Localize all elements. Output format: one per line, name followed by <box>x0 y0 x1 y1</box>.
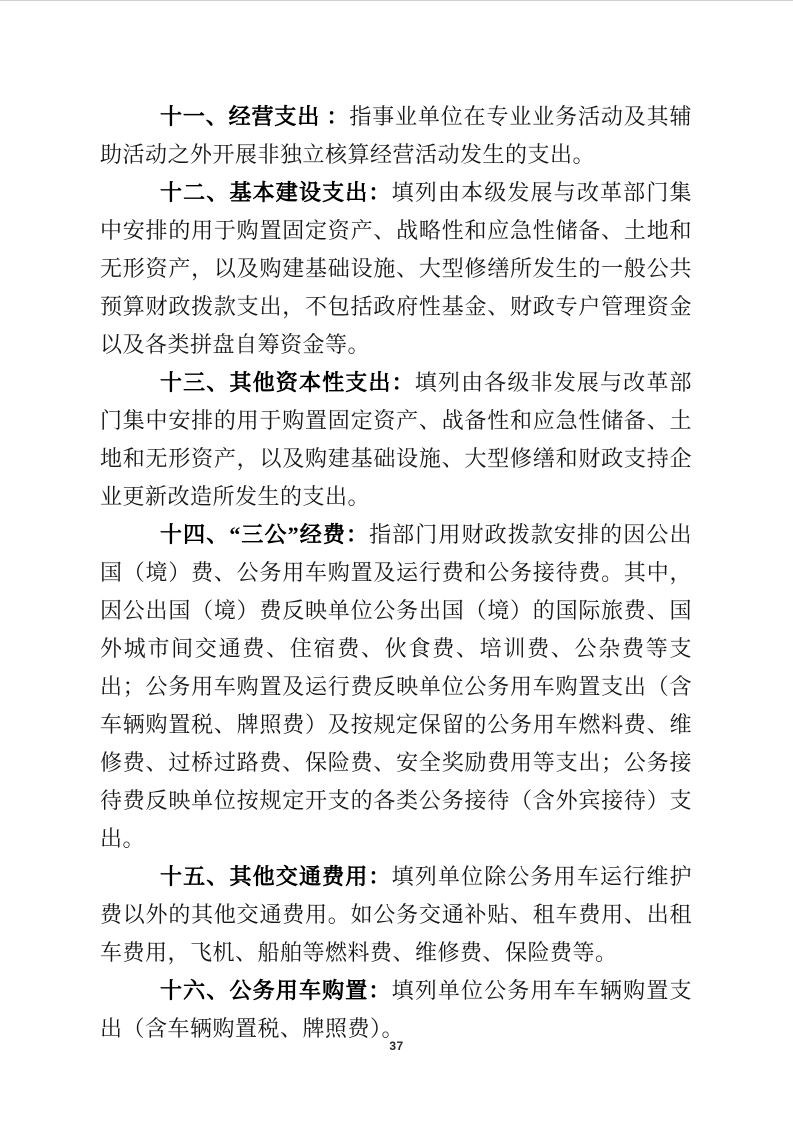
term-heading: 十二、基本建设支出： <box>160 180 392 205</box>
term-definition: 指事业单位在专业业务活动及其辅助活动之外开展非独立核算经营活动发生的支出。 <box>100 104 692 167</box>
definition-paragraph <box>100 174 692 364</box>
term-heading: 十五、其他交通费用： <box>160 864 392 889</box>
term-definition: 填列单位除公务用车运行维护费以外的其他交通费用。如公务交通补贴、租车费用、出租车费用，飞机、船舶等燃料费、维修费、保险费等。 <box>100 864 692 965</box>
term-heading: 十四、“三公”经费： <box>160 522 370 547</box>
term-heading: 十一、经营支出 ： <box>160 104 350 129</box>
term-definition: 填列由各级非发展与改革部门集中安排的用于购置固定资产、战备性和应急性储备、土地和无形资产，以及购建基础设施、大型修缮和财政支持企业更新改造所发生的支出。 <box>100 370 692 509</box>
term-heading: 十六、公务用车购置： <box>160 978 392 1003</box>
document-page <box>0 1 793 1123</box>
term-definition: 填列由本级发展与改革部门集中安排的用于购置固定资产、战略性和应急性储备、土地和无形资产，以及购建基础设施、大型修缮所发生的一般公共预算财政拨款支出，不包括政府性基金、财政专户管理资金以及各类拼盘自筹资金等。 <box>100 180 692 357</box>
definition-paragraph <box>100 858 692 972</box>
term-heading: 十三、其他资本性支出： <box>160 370 415 395</box>
document-body <box>100 98 692 1048</box>
definition-paragraph <box>100 972 692 1048</box>
definition-paragraph <box>100 516 692 858</box>
page-number: 37 <box>389 1039 404 1053</box>
term-definition: 指部门用财政拨款安排的因公出国（境）费、公务用车购置及运行费和公务接待费。其中，因公出国（境）费反映单位公务出国（境）的国际旅费、国外城市间交通费、住宿费、伙食费、培训费、公杂费等支出；公务用车购置及运行费反映单位公务用车购置支出（含车辆购置税、牌照费）及按规定保留的公务用车燃料费、维修费、过桥过路费、保险费、安全奖励费用等支出；公务接待费反映单位按规定开支的各类公务接待（含外宾接待）支出。 <box>100 522 692 851</box>
definition-paragraph <box>100 364 692 516</box>
definition-paragraph <box>100 98 692 174</box>
term-definition: 填列单位公务用车车辆购置支出（含车辆购置税、牌照费）。 <box>100 978 692 1041</box>
